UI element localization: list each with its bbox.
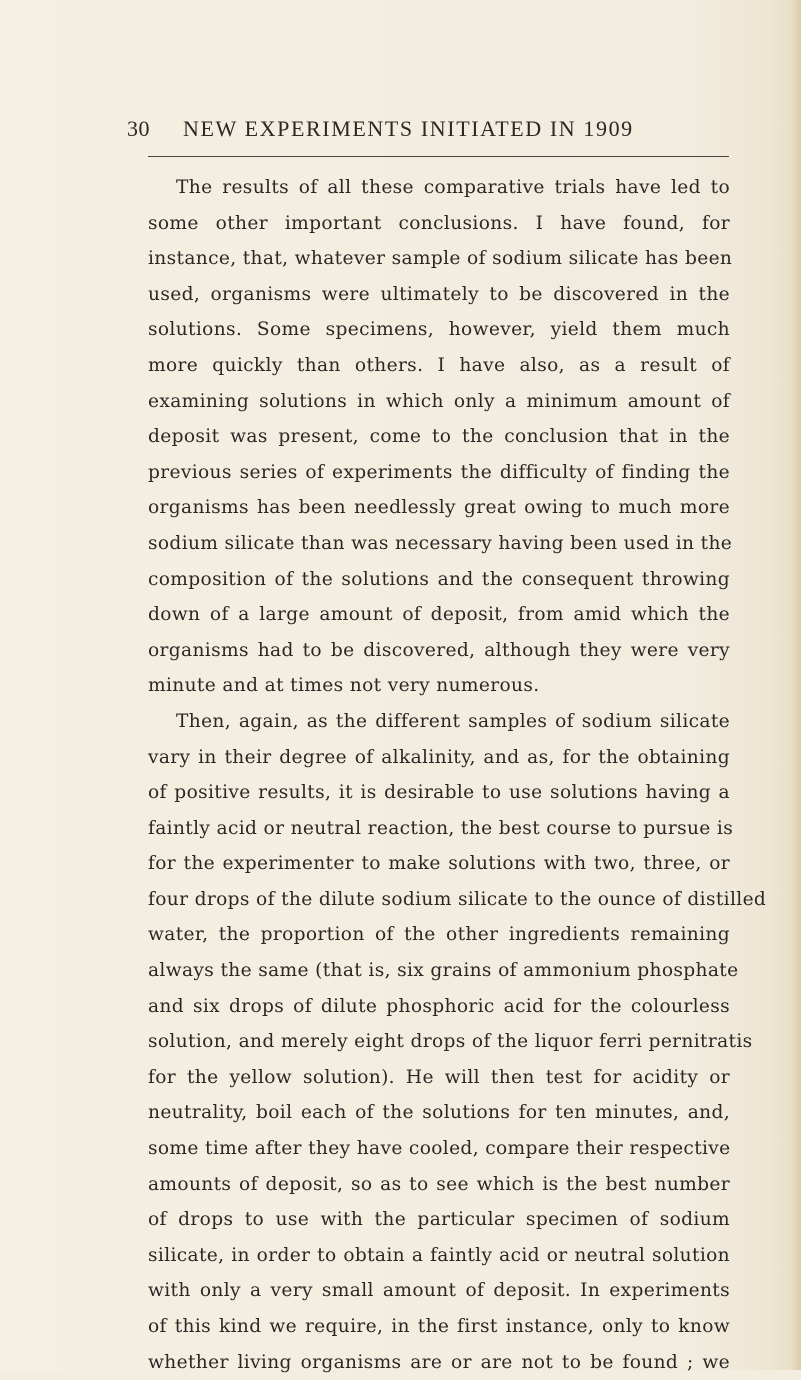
body-text: [148, 170, 767, 1380]
text-line: composition of the solutions and the consequent throwing: [148, 568, 730, 590]
page-edge-shadow: [791, 0, 801, 1370]
text-line: faintly acid or neutral reaction, the best course to pursue is: [148, 817, 734, 839]
text-line: always the same (that is, six grains of ammonium phosphate: [148, 960, 739, 982]
text-line: previous series of experiments the difficulty of finding the: [148, 461, 730, 483]
text-line: silicate, in order to obtain a faintly acid or neutral solution: [148, 1244, 730, 1266]
text-line: four drops of the dilute sodium silicate to the ounce of distilled: [148, 888, 767, 910]
text-line: some other important conclusions. I have found, for: [148, 212, 730, 234]
text-line: down of a large amount of deposit, from amid which the: [148, 604, 730, 626]
header-rule: [148, 156, 729, 157]
text-line: and six drops of dilute phosphoric acid for the colourless: [148, 995, 730, 1017]
text-line: water, the proportion of the other ingredients remaining: [148, 924, 730, 946]
text-line: used, organisms were ultimately to be discovered in the: [148, 283, 730, 305]
text-line: some time after they have cooled, compare their respective: [148, 1138, 731, 1160]
text-line: solutions. Some specimens, however, yield them much: [148, 319, 730, 341]
text-line: for the yellow solution). He will then test for acidity or: [148, 1066, 730, 1088]
text-line: amounts of deposit, so as to see which is the best number: [148, 1173, 730, 1195]
text-line: organisms has been needlessly great owing to much more: [148, 497, 730, 519]
text-line: of drops to use with the particular specimen of sodium: [148, 1209, 730, 1231]
text-line: neutrality, boil each of the solutions for ten minutes, and,: [148, 1102, 730, 1124]
text-line: Then, again, as the different samples of sodium silicate: [176, 710, 730, 732]
text-line: organisms had to be discovered, although they were very: [148, 639, 730, 661]
text-line: deposit was present, come to the conclusion that in the: [148, 426, 730, 448]
text-line: whether living organisms are or are not to be found ; we: [148, 1351, 730, 1373]
text-line: of positive results, it is desirable to use solutions having a: [148, 782, 730, 804]
text-line: for the experimenter to make solutions with two, three, or: [148, 853, 730, 875]
page-header: [127, 116, 731, 150]
running-head: NEW EXPERIMENTS INITIATED IN 1909: [183, 116, 634, 141]
text-line: sodium silicate than was necessary having been used in the: [148, 532, 733, 554]
text-line: vary in their degree of alkalinity, and as, for the obtaining: [148, 746, 730, 768]
text-line: with only a very small amount of deposit. In experiments: [148, 1280, 730, 1302]
text-line: more quickly than others. I have also, as a result of: [148, 354, 730, 376]
text-line: of this kind we require, in the first instance, only to know: [148, 1316, 730, 1337]
text-line: solution, and merely eight drops of the liquor ferri pernitratis: [148, 1031, 753, 1053]
text-line: examining solutions in which only a minimum amount of: [148, 390, 730, 412]
page-number: 30: [127, 116, 150, 141]
text-line: instance, that, whatever sample of sodium silicate has been: [148, 248, 733, 270]
text-line: The results of all these comparative trials have led to: [176, 177, 730, 198]
text-line: minute and at times not very numerous.: [148, 675, 540, 697]
